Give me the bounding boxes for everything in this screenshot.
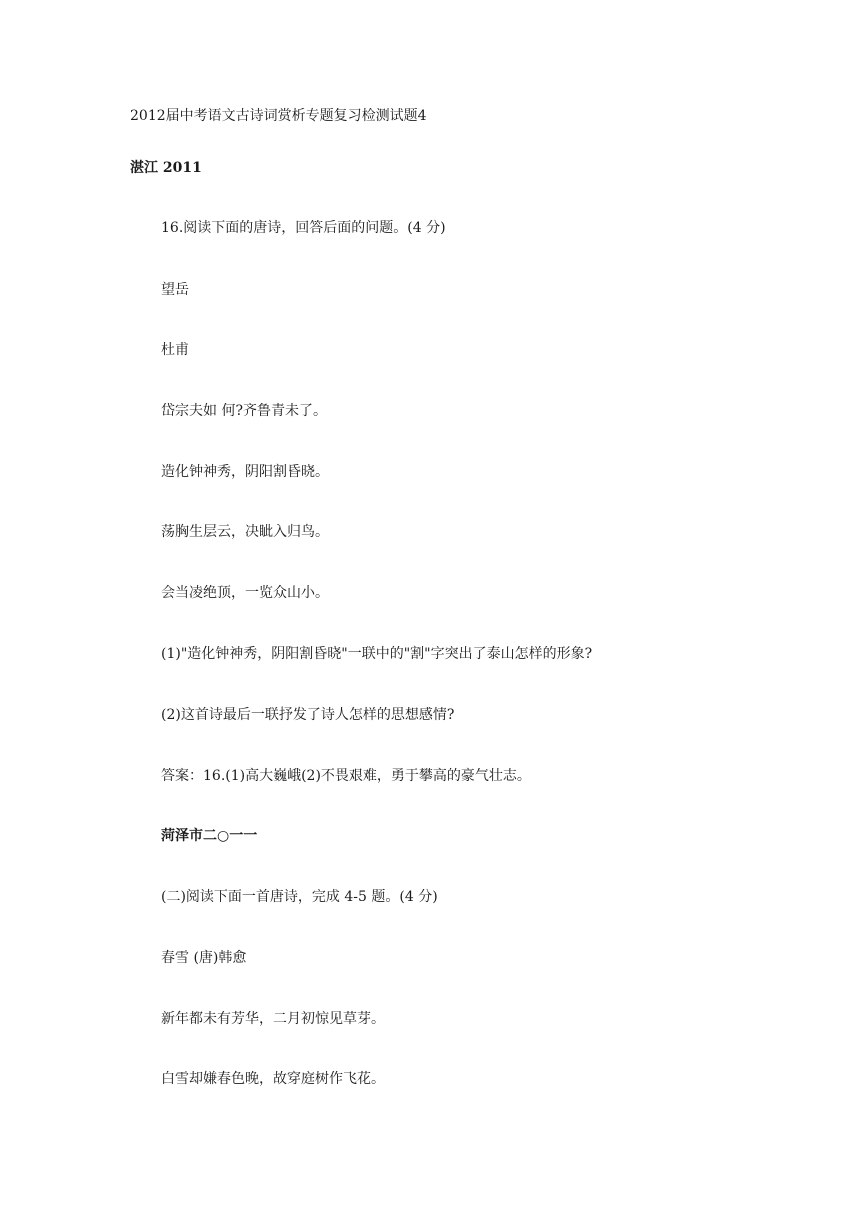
poem-line: 荡胸生层云，决眦入归鸟。	[161, 524, 329, 540]
poem-line: 白雪却嫌春色晚，故穿庭树作飞花。	[161, 1071, 385, 1087]
poem-line: 造化钟神秀，阴阳割昏晓。	[161, 464, 329, 480]
question-2: (二)阅读下面一首唐诗，完成 4-5 题。(4 分)	[161, 889, 438, 905]
answer-16: 答案：16.(1)高大巍峨(2)不畏艰难，勇于攀高的豪气壮志。	[161, 768, 531, 784]
document-title: 2012届中考语文古诗词赏析专题复习检测试题4	[130, 108, 427, 124]
section-heading-heze: 菏泽市二○一一	[161, 828, 258, 844]
poem-line: 新年都未有芳华，二月初惊见草芽。	[161, 1011, 385, 1027]
poem-author: 杜甫	[161, 342, 189, 358]
poem-line: 岱宗夫如 何?齐鲁青未了。	[161, 403, 327, 419]
sub-question-1: (1)"造化钟神秀，阴阳割昏晓"一联中的"割"字突出了泰山怎样的形象?	[161, 646, 593, 662]
section-heading-zhanjiang: 湛江 2011	[130, 160, 202, 176]
poem-title-author: 春雪 (唐)韩愈	[161, 950, 247, 966]
sub-question-2: (2)这首诗最后一联抒发了诗人怎样的思想感情?	[161, 707, 455, 723]
poem-title: 望岳	[161, 282, 189, 298]
question-16: 16.阅读下面的唐诗，回答后面的问题。(4 分)	[161, 220, 446, 236]
poem-line: 会当凌绝顶，一览众山小。	[161, 585, 329, 601]
